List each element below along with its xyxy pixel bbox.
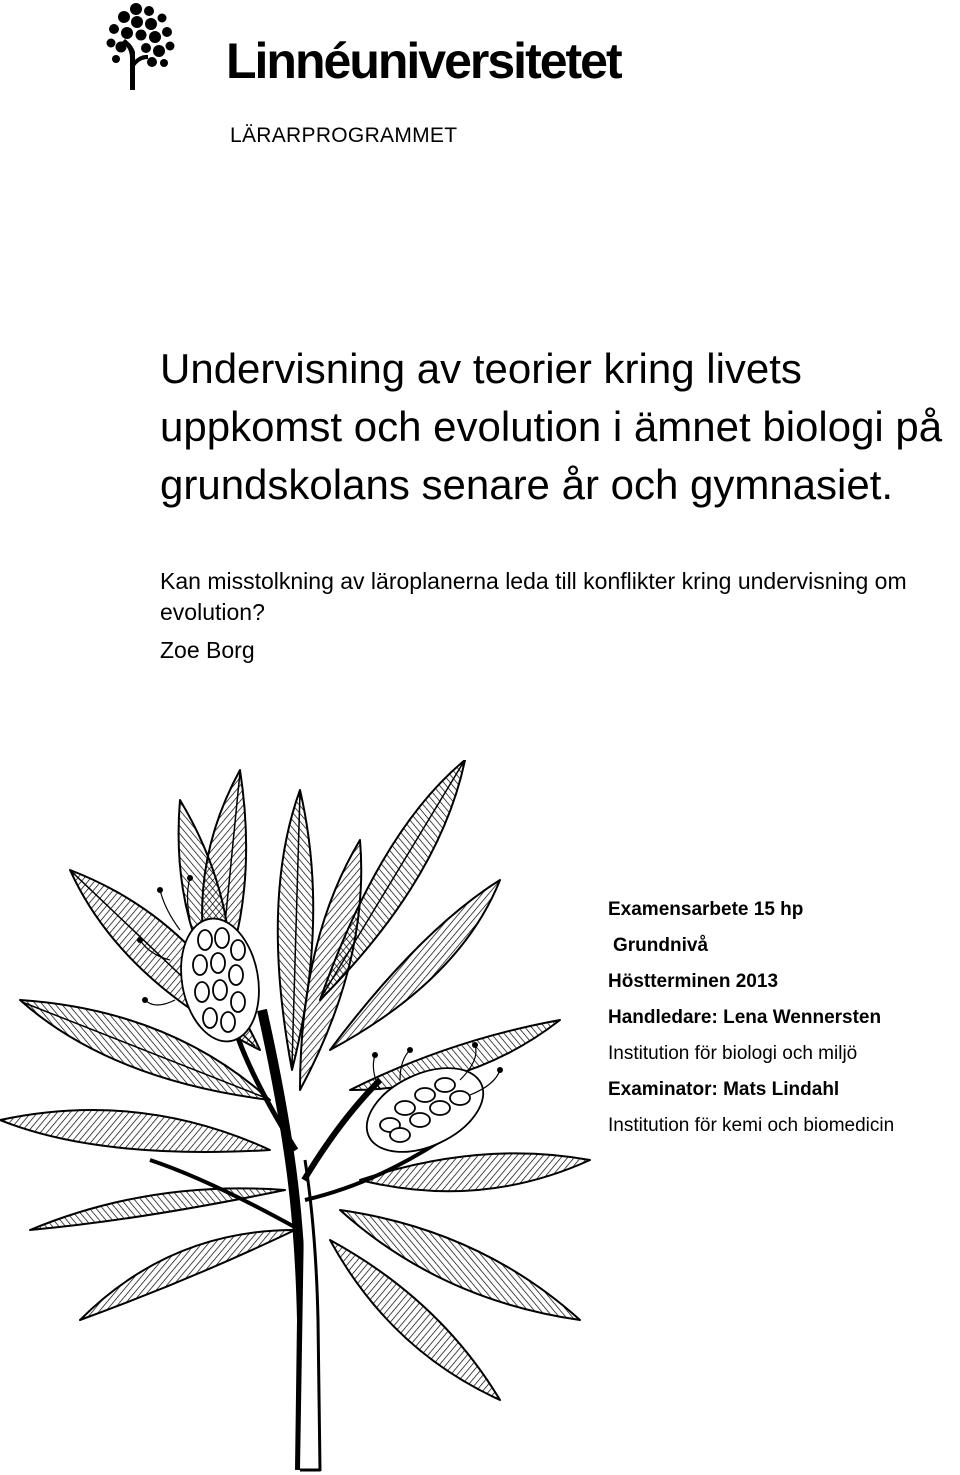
plant-branch-illustration <box>0 760 600 1475</box>
thesis-info-block <box>608 892 953 1144</box>
thesis-type: Examensarbete 15 hp <box>608 899 804 920</box>
examiner: Examinator: Mats Lindahl <box>608 1079 840 1100</box>
thesis-title: Undervisning av teorier kring livets uppkomst och evolution i ämnet biologi på grundskolans senare år och gymnasiet. <box>160 345 943 508</box>
tree-logo-icon <box>100 0 180 92</box>
thesis-term: Höstterminen 2013 <box>608 971 779 992</box>
thesis-level: Grundnivå <box>613 935 709 956</box>
supervisor: Handledare: Lena Wennersten <box>608 1007 882 1028</box>
thesis-subtitle: Kan misstolkning av läroplanerna leda till konflikter kring undervisning om evolution? <box>160 568 907 625</box>
program-label: LÄRARPROGRAMMET <box>230 124 458 147</box>
examiner-department: Institution för kemi och biomedicin <box>608 1115 895 1136</box>
university-logo-text: Linnéuniversitetet <box>226 33 621 89</box>
author-name: Zoe Borg <box>160 637 255 663</box>
supervisor-department: Institution för biologi och miljö <box>608 1043 858 1064</box>
